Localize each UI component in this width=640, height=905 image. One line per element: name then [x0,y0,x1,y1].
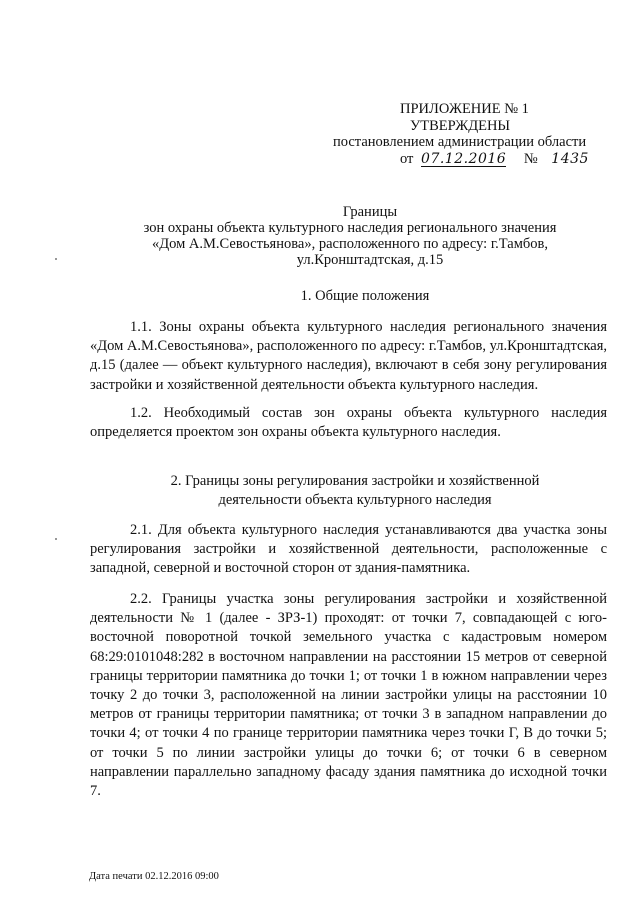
title-line-1: Границы [342,204,398,220]
approved-label: УТВЕРЖДЕНЫ [410,118,511,134]
number-sign: № [523,151,538,167]
paragraph-2-1 [90,521,607,579]
paragraph-1-2 [90,404,607,442]
paragraph-2-2 [90,590,607,801]
scan-speck [55,258,57,260]
paragraph-1-1 [90,318,607,395]
section-2-heading-line-2: деятельности объекта культурного наследия [218,492,492,508]
title-line-3: «Дом А.М.Севостьянова», расположенного по адресу: г.Тамбов, [152,236,548,252]
print-date-footer: Дата печати 02.12.2016 09:00 [89,871,219,882]
title-line-4: ул.Кронштадтская, д.15 [296,252,444,268]
resolution-label: постановлением администрации области [333,134,587,150]
handwritten-number: 1435 [551,151,589,167]
paragraph-2-1-text: 2.1. Для объекта культурного наследия устанавливаются два участка зоны регулирования застройки и хозяйственной деятельности, расположенные с западной, северной и восточной сторон от здания-памятника. [90,522,607,577]
title-line-2: зон охраны объекта культурного наследия регионального значения [143,220,557,236]
handwritten-date: 07.12.2016 [421,151,507,167]
scan-speck [55,538,57,540]
appendix-label: ПРИЛОЖЕНИЕ № 1 [400,101,529,117]
section-2-heading-line-1: 2. Границы зоны регулирования застройки и хозяйственной [170,473,540,489]
section-2-heading [90,472,620,510]
resolution-date-number [400,150,589,168]
paragraph-2-2-text: 2.2. Границы участка зоны регулирования застройки и хозяйственной деятельности № 1 (далее - ЗРЗ-1) проходят: от точки 7, совпадающей с юго-восточной поворотной точкой земельного участка с кадастровым номером 68:29:0101048:282 в восточном направлении на расстоянии 15 метров от северной границы территории памятника до точки 1; от точки 1 в южном направлении через точку 2 до точки 3, расположенной на линии застройки улицы на расстоянии 10 метров от границы территории памятника; от точки 3 в западном направлении до точки 4; от точки 4 по границе территории памятника через точки Г, В до точки 5; от точки 5 по линии застройки улицы до точки 6; от точки 6 в северном направлении параллельно западному фасаду здания памятника до исходной точки 7. [90,591,607,800]
from-label: от [400,151,414,167]
section-1-heading: 1. Общие положения [300,288,430,304]
paragraph-1-2-text: 1.2. Необходимый состав зон охраны объекта культурного наследия определяется проектом зон охраны объекта культурного наследия. [90,405,607,441]
paragraph-1-1-text: 1.1. Зоны охраны объекта культурного наследия регионального значения «Дом А.М.Севостьянова», расположенного по адресу: г.Тамбов, ул.Кронштадтская, д.15 (далее — объект культурного наследия), включают в себя зону регулирования застройки и хозяйственной деятельности объекта культурного наследия. [90,319,608,393]
